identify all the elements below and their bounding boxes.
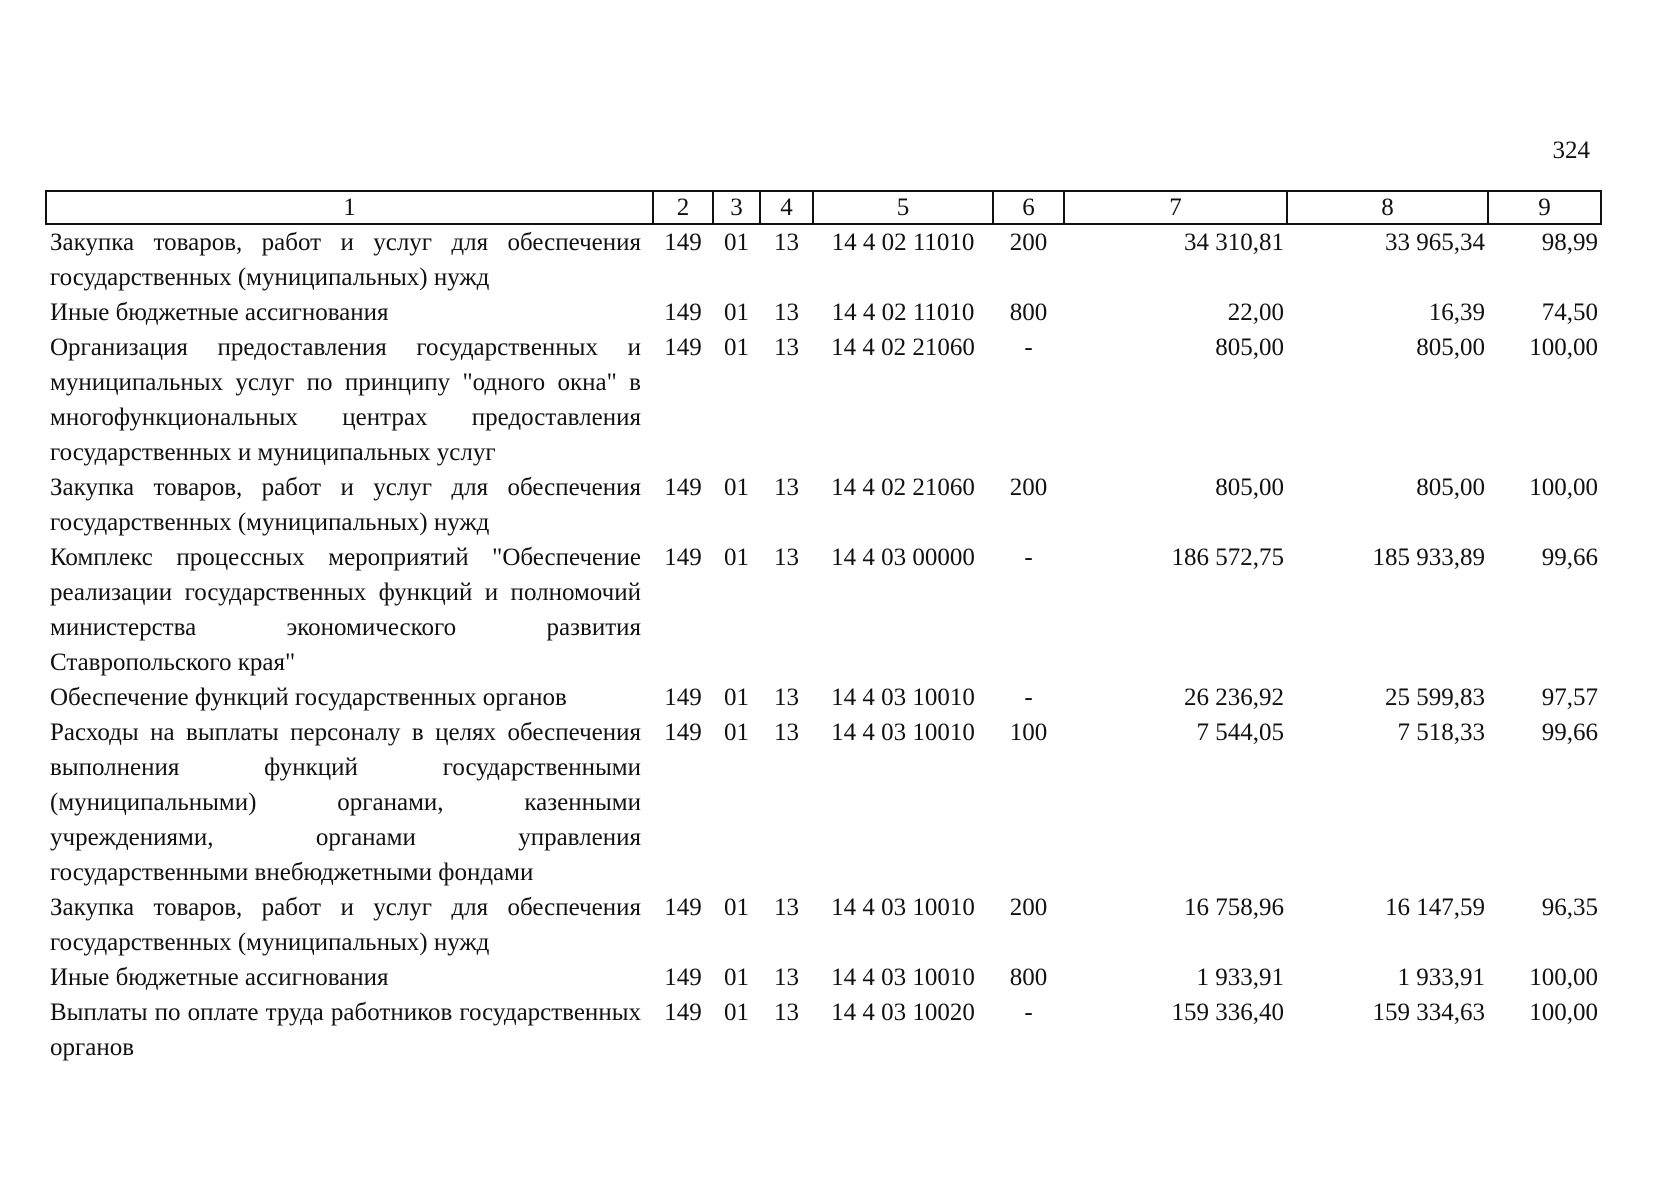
table-row <box>46 470 1601 540</box>
header-col-1: 1 <box>46 191 653 224</box>
table-row <box>46 890 1601 960</box>
cell-col-5: 14 4 02 21060 <box>831 474 975 501</box>
cell-col-2: 149 <box>664 964 702 991</box>
cell-col-7: 34 310,81 <box>1184 229 1284 256</box>
cell-col-8: 805,00 <box>1416 474 1485 501</box>
header-col-9: 9 <box>1488 191 1601 224</box>
table-row <box>46 224 1601 295</box>
cell-col-2: 149 <box>664 299 702 326</box>
cell-col-9: 100,00 <box>1529 999 1598 1026</box>
page-number: 324 <box>1552 137 1590 164</box>
cell-col-8: 185 933,89 <box>1372 544 1485 571</box>
cell-col-3: 01 <box>724 229 749 256</box>
cell-col-8: 7 518,33 <box>1397 719 1485 746</box>
cell-col-6: 800 <box>1009 299 1048 326</box>
cell-col-5: 14 4 02 11010 <box>831 299 975 326</box>
cell-col-3: 01 <box>724 684 749 711</box>
cell-col-4: 13 <box>774 964 799 991</box>
cell-col-7: 805,00 <box>1215 474 1284 501</box>
cell-col-4: 13 <box>774 299 799 326</box>
cell-col-2: 149 <box>664 684 702 711</box>
budget-table <box>45 190 1602 1065</box>
row-name: Организация предоставления государственных и муниципальных услуг по принципу "одного окна" в многофункциональных центрах предоставления государственных и муниципальных услуг <box>50 334 641 466</box>
cell-col-8: 25 599,83 <box>1385 684 1485 711</box>
header-col-7: 7 <box>1064 191 1287 224</box>
cell-col-7: 16 758,96 <box>1184 894 1284 921</box>
table-row <box>46 995 1601 1065</box>
cell-col-5: 14 4 02 11010 <box>831 229 975 256</box>
cell-col-3: 01 <box>724 474 749 501</box>
cell-col-2: 149 <box>664 474 702 501</box>
cell-col-6: 200 <box>1009 474 1048 501</box>
cell-col-9: 98,99 <box>1541 229 1598 256</box>
cell-col-3: 01 <box>724 964 749 991</box>
row-name: Закупка товаров, работ и услуг для обеспечения государственных (муниципальных) нужд <box>50 474 641 536</box>
cell-col-5: 14 4 03 10010 <box>831 964 975 991</box>
cell-col-6: 100 <box>1009 719 1048 746</box>
header-col-4: 4 <box>760 191 813 224</box>
cell-col-9: 100,00 <box>1529 474 1598 501</box>
table-row <box>46 680 1601 715</box>
row-name: Расходы на выплаты персоналу в целях обеспечения выполнения функций государственными (муниципальными) органами, казенными учреждениями, органами управления государственными внебюджетными фондами <box>50 719 641 886</box>
cell-col-2: 149 <box>664 544 702 571</box>
cell-col-7: 7 544,05 <box>1196 719 1284 746</box>
cell-col-9: 97,57 <box>1541 684 1598 711</box>
cell-col-4: 13 <box>774 999 799 1026</box>
cell-col-8: 805,00 <box>1416 334 1485 361</box>
cell-col-5: 14 4 03 10010 <box>831 684 975 711</box>
header-col-8: 8 <box>1287 191 1488 224</box>
table-header <box>46 191 1601 224</box>
cell-col-3: 01 <box>724 894 749 921</box>
cell-col-3: 01 <box>724 334 749 361</box>
row-name: Обеспечение функций государственных органов <box>50 684 567 711</box>
cell-col-9: 100,00 <box>1529 964 1598 991</box>
cell-col-9: 74,50 <box>1541 299 1598 326</box>
row-name: Закупка товаров, работ и услуг для обеспечения государственных (муниципальных) нужд <box>50 894 641 956</box>
row-name: Выплаты по оплате труда работников государственных органов <box>50 999 641 1061</box>
cell-col-7: 805,00 <box>1215 334 1284 361</box>
cell-col-9: 96,35 <box>1541 894 1598 921</box>
cell-col-4: 13 <box>774 684 799 711</box>
cell-col-5: 14 4 03 00000 <box>831 544 975 571</box>
header-col-6: 6 <box>993 191 1064 224</box>
cell-col-4: 13 <box>774 894 799 921</box>
cell-col-8: 16,39 <box>1428 299 1485 326</box>
row-name: Закупка товаров, работ и услуг для обеспечения государственных (муниципальных) нужд <box>50 229 641 291</box>
cell-col-5: 14 4 03 10010 <box>831 894 975 921</box>
table-row <box>46 295 1601 330</box>
cell-col-4: 13 <box>774 334 799 361</box>
header-row <box>46 191 1601 224</box>
row-name: Комплекс процессных мероприятий "Обеспечение реализации государственных функций и полномочий министерства экономического развития Ставропольского края" <box>50 544 641 676</box>
cell-col-7: 26 236,92 <box>1184 684 1284 711</box>
header-col-5: 5 <box>813 191 993 224</box>
table-row <box>46 540 1601 680</box>
cell-col-6: - <box>1024 334 1033 361</box>
cell-col-3: 01 <box>724 299 749 326</box>
cell-col-6: - <box>1024 544 1033 571</box>
cell-col-8: 1 933,91 <box>1397 964 1485 991</box>
cell-col-4: 13 <box>774 474 799 501</box>
cell-col-5: 14 4 03 10010 <box>831 719 975 746</box>
row-name: Иные бюджетные ассигнования <box>50 299 389 326</box>
cell-col-6: - <box>1024 999 1033 1026</box>
cell-col-8: 16 147,59 <box>1385 894 1485 921</box>
table-row <box>46 330 1601 470</box>
cell-col-4: 13 <box>774 544 799 571</box>
cell-col-9: 99,66 <box>1541 719 1598 746</box>
cell-col-9: 100,00 <box>1529 334 1598 361</box>
cell-col-6: 200 <box>1009 894 1048 921</box>
cell-col-7: 22,00 <box>1227 299 1284 326</box>
cell-col-4: 13 <box>774 719 799 746</box>
cell-col-6: 800 <box>1009 964 1048 991</box>
cell-col-5: 14 4 02 21060 <box>831 334 975 361</box>
header-col-3: 3 <box>713 191 760 224</box>
cell-col-6: - <box>1024 684 1033 711</box>
cell-col-4: 13 <box>774 229 799 256</box>
table-body <box>46 224 1601 1065</box>
cell-col-7: 1 933,91 <box>1196 964 1284 991</box>
cell-col-9: 99,66 <box>1541 544 1598 571</box>
cell-col-5: 14 4 03 10020 <box>831 999 975 1026</box>
cell-col-2: 149 <box>664 229 702 256</box>
table-row <box>46 715 1601 890</box>
cell-col-2: 149 <box>664 999 702 1026</box>
cell-col-2: 149 <box>664 334 702 361</box>
row-name: Иные бюджетные ассигнования <box>50 964 389 991</box>
cell-col-3: 01 <box>724 999 749 1026</box>
cell-col-3: 01 <box>724 719 749 746</box>
cell-col-7: 186 572,75 <box>1171 544 1284 571</box>
cell-col-2: 149 <box>664 894 702 921</box>
header-col-2: 2 <box>653 191 713 224</box>
cell-col-8: 159 334,63 <box>1372 999 1485 1026</box>
cell-col-2: 149 <box>664 719 702 746</box>
cell-col-6: 200 <box>1009 229 1048 256</box>
table-row <box>46 960 1601 995</box>
cell-col-3: 01 <box>724 544 749 571</box>
cell-col-7: 159 336,40 <box>1171 999 1284 1026</box>
cell-col-8: 33 965,34 <box>1385 229 1485 256</box>
